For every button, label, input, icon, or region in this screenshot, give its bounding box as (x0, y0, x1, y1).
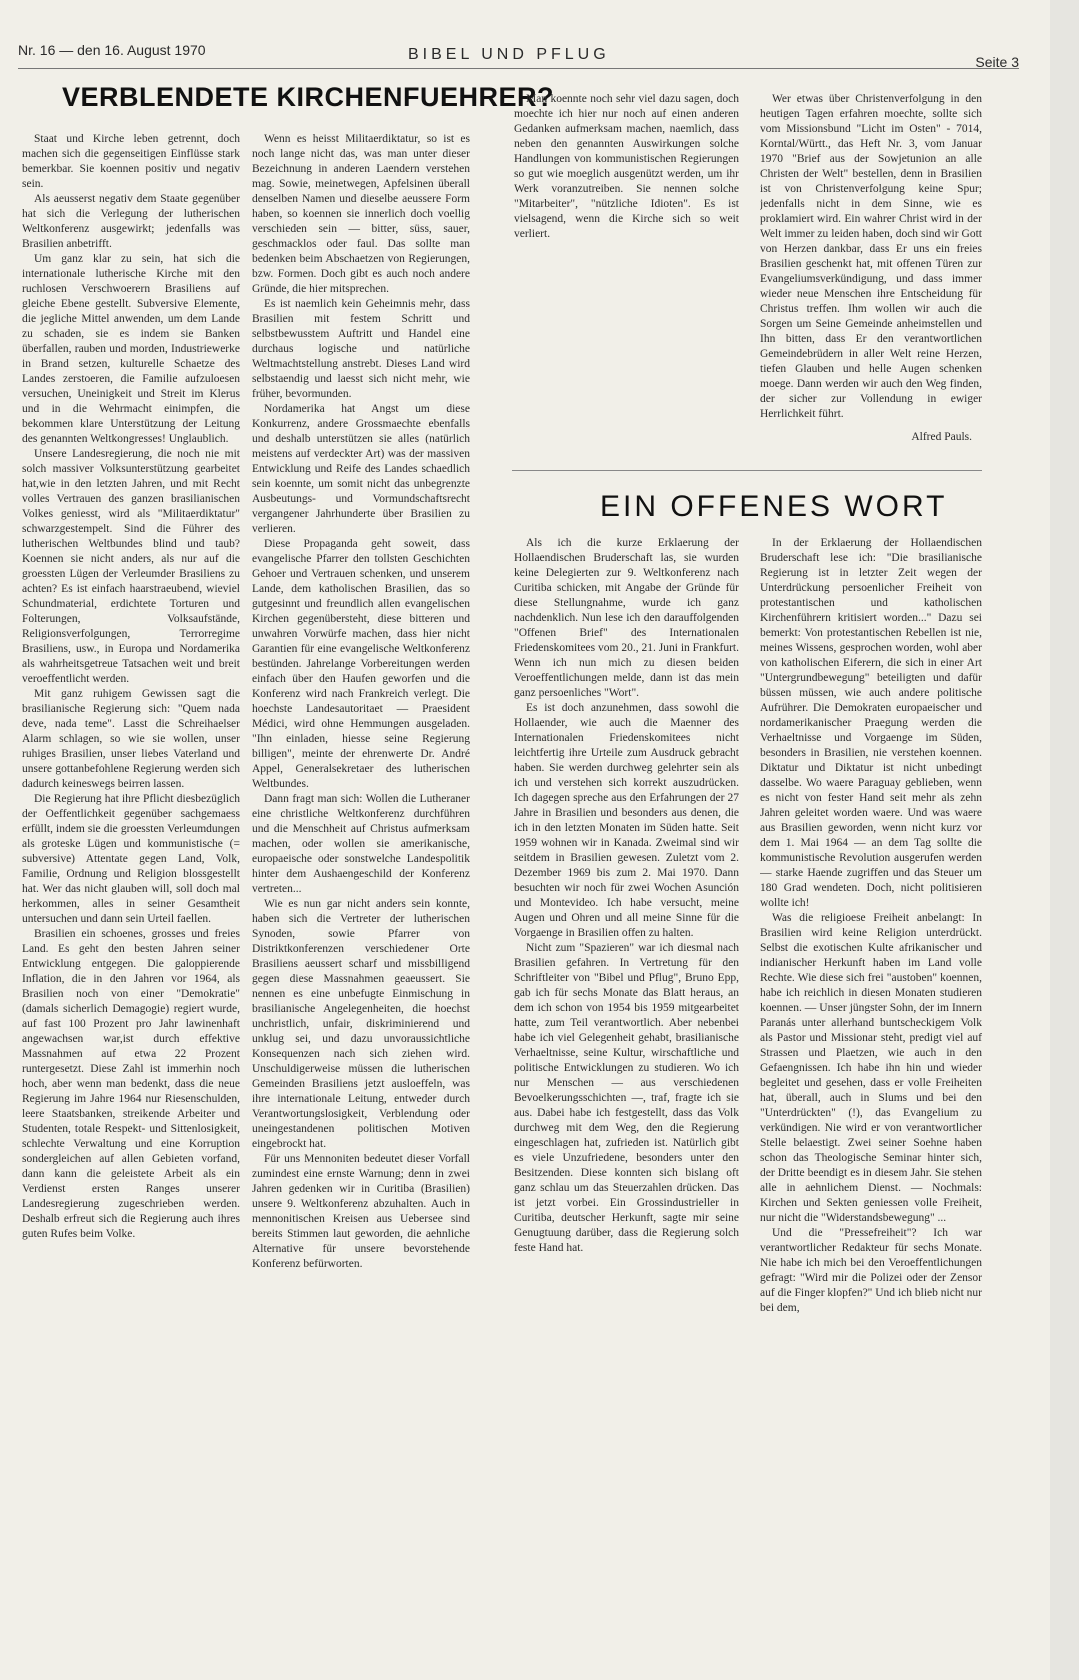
article2-paragraph: Als ich die kurze Erklaerung der Hollaendischen Bruderschaft las, sie wurden keine Delegierten zur 9. Weltkonferenz nach Curitiba schicken, mit Angabe der Gründe für diese Stellungnahme, wurde ich ganz nachdenklich. Nun lese ich den darauffolgenden "Offenen Brief" des Internationalen Friedenskomitees vom 20., 21. Juni in Frankfurt. Wenn ich nun mich zu diesen beiden Veroeffentlichungen melde, dann ist das mein ganz persoenliches "Wort". (514, 537, 739, 699)
article1-paragraph: Wie es nun gar nicht anders sein konnte, haben sich die Vertreter der lutherischen Synoden, sowie Pfarrer von Distriktkonferenzen verschiedener Orte Brasiliens aeussert scharf und missbilligend gegen diese Massnahmen geaeussert. Sie nennen es eine unbefugte Einmischung in brasilianische Angelegenheiten, die hoechst unchristlich, unfair, diskriminierend und unklug sei, und dazu unvoraussichtliche Konsequenzen nach sich ziehen wird. Unschuldigerweise müssen die lutherischen Gemeinden Brasiliens jetzt ausloeffeln, was ihre internationale Leitung, entweder durch Verantwortungslosigkeit, Verblendung oder uneingestandenen politischen Motiven eingebrockt hat. (252, 898, 470, 1150)
article2-paragraph: Und die "Pressefreiheit"? Ich war verantwortlicher Redakteur für sechs Monate. Nie habe ich mich bei den Veroeffentlichungen gefragt: "Wird mir die Polizei oder der Zensor auf die Finger klopfen?" Und ich blieb nicht nur bei dem, (760, 1227, 982, 1314)
article1-paragraph: Diese Propaganda geht soweit, dass evangelische Pfarrer den tollsten Geschichten Gehoer und Vertrauen schenken, und unserem Lande, dem katholischen Brasilien, das so gutgesinnt und freundlich allen evangelischen Kirchen gegenübersteht, diese bitteren und unwahren Vorwürfe machen, dass hier nicht Garantien für eine evangelische Weltkonferenz bestünden. Jahrelange Vorbereitungen werden einfach über den Haufen geworfen und die Konferenz wird nach Frankreich verlegt. Die hoechste Landesautoritaet — Praesident Médici, wird ohne Hemmungen ausgeladen. "Ihn einladen, hiesse seine Regierung billigen", meinte der ehrenwerte Dr. André Appel, Generalsekretaer des lutherischen Weltbundes. (252, 538, 470, 790)
issue-date: Nr. 16 — den 16. August 1970 (18, 42, 206, 58)
article1-paragraph: Dann fragt man sich: Wollen die Lutheraner eine christliche Weltkonferenz durchführen und die Menschheit auf Christus aufmerksam machen, oder wollen sie amerikanische, europaeische oder sonstwelche Landespolitik hinter dem Aushaengeschild der Konferenz vertreten... (252, 793, 470, 895)
article1-paragraph: Für uns Mennoniten bedeutet dieser Vorfall zumindest eine ernste Warnung; denn in zwei Jahren gedenken wir in Curitiba (Brasilien) unsere 9. Weltkonferenz abzuhalten. Auch in mennonitischen Kreisen aus Uebersee sind bereits Stimmen laut geworden, die aehnliche Alternative für unsere bevorstehende Konferenz befürworten. (252, 1153, 470, 1270)
article2-column-1 (514, 536, 739, 1646)
article1-paragraph: Nordamerika hat Angst um diese Konkurrenz, andere Grossmaechte ebenfalls und deshalb unterstützen sie alles (natürlich meistens auf verdeckter Art) was der massiven Entwicklung und Reife des Landes schaedlich sein koennte, um somit nicht das unbegrenzte Ausbeutungs- und Vormundschaftsrecht vergangener Jahrhunderte über Brasilien zu verlieren. (252, 403, 470, 535)
article2-paragraph: Es ist doch anzunehmen, dass sowohl die Hollaender, wie auch die Maenner des Internationalen Friedenskomitees nicht leichtfertig ihre Urteile zum Ausdruck gebracht haben. Sie werden durchweg gelehrter sein als ich und verstehen sich korrekt auszudrücken. Ich dagegen spreche aus den Erfahrungen der 27 Jahre in Brasilien und besonders aus denen, die ich in den letzten Monaten im Süden hatte. Seit 1959 wohnen wir in Kanada. Zweimal sind wir seitdem in Brasilien gewesen. Zuletzt vom 2. Dezember 1969 bis zum 2. Mai 1970. Dann besuchten wir noch für zwei Wochen Asunción und Montevideo. Ich habe versucht, meine Augen und Ohren und all meine Sinne für die Vorgaenge in Brasilien offen zu halten. (514, 702, 739, 939)
article1-paragraph: Es ist naemlich kein Geheimnis mehr, dass Brasilien mit festem Schritt und selbstbewusstem Auftritt und Handel eine durchaus logische und natürliche Weltmachtstellung anstrebt. Dieses Land wird selbstaendig und laesst sich nicht mehr, wie früher, bevormunden. (252, 298, 470, 400)
article1-paragraph: Brasilien ein schoenes, grosses und freies Land. Es geht den besten Jahren seiner Entwicklung entgegen. Die galoppierende Inflation, die in den Jahren vor 1964, als Brasilien noch von einer "Demokratie" (damals sicherlich Demagogie) regiert wurde, auf fast 100 Prozent pro Jahr lawinenhaft angewachsen war,ist durch effektive Massnahmen auf etwa 22 Prozent runtergesetzt. Diese Zahl ist immerhin noch hoch, aber wenn man bedenkt, dass die neue Regierung im Jahre 1964 nur Riesenschulden, leere Staatsbanken, streikende Arbeiter und Studenten, totale Respekt- und Sittenlosigkeit, schlechte Verwaltung und eine Korruption sondergleichen auf allen Gebieten vorfand, dann kann die geleistete Arbeit als ein Verdienst ersten Ranges unserer Landesregierung zugeschrieben werden. Deshalb erfreut sich die Regierung auch ihres guten Rufes beim Volke. (22, 928, 240, 1240)
article1-paragraph: Die Regierung hat ihre Pflicht diesbezüglich der Oeffentlichkeit gegenüber sachgemaess erfüllt, indem sie die groessten Verleumdungen als groteske Lügen und kommunistische (= subversive) Attentate gegen Land, Volk, Familie, Ordnung und Religion blossgestellt hat. Wer das nicht glauben will, soll doch mal herkommen, alles in seiner Gesamtheit untersuchen und dann sein Urteil faellen. (22, 793, 240, 925)
article1-column-4 (760, 92, 982, 457)
article2-title: EIN OFFENES WORT (600, 490, 948, 523)
article1-paragraph: Man koennte noch sehr viel dazu sagen, doch moechte ich hier nur noch auf einen anderen Gedanken aufmerksam machen, naemlich, dass neben den genannten Auswirkungen solche Handlungen von kommunistischen Regierungen so gut wie moeglich ausgenützt werden, um ihr Werk voranzutreiben. Sie nennen solche "Mitarbeiter", "nützliche Idioten". Es ist vielsagend, wenn die Kirche sich so weit verliert. (514, 93, 739, 240)
masthead: BIBEL UND PFLUG (408, 46, 610, 63)
article-divider (512, 470, 982, 471)
article2-paragraph: In der Erklaerung der Hollaendischen Bruderschaft lese ich: "Die brasilianische Regierung ist in letzter Zeit wegen der Unterdrückung persoenlicher Freiheit von protestantischen und katholischen Kirchenführern kritisiert worden..." Dazu sei bemerkt: Von protestantischen Rebellen ist nie, meines Wissens, gesprochen worden, wohl aber von katholischen Eiferern, die sich in einer Art "Untergrundbewegung" beteiligten und dafür büssen müssen, wie auch andere politische Aufrührer. Die Demokraten europaeischer und nordamerikanischer Praegung werden die Verhaeltnisse und Vorgaenge im Süden, besonders in Brasilien, nie verstehen koennen. Diktatur und Diktatur ist nicht unbedingt dasselbe. Wo waere Paraguay geblieben, wenn es nicht von fester Hand seit mehr als zehn Jahren geleitet worden waere. Und was waere aus Brasilien geworden, wenn nicht kurz vor dem 1. Mai 1964 — an dem Tag sollte die kommunistische Revolution ausgerufen werden — starke Haende zugriffen und das Steuer um 180 Grad wendeten. Doch, nicht politisieren wollte ich! (760, 537, 982, 909)
article1-author: Alfred Pauls. (911, 431, 972, 443)
article2-paragraph: Was die religioese Freiheit anbelangt: In Brasilien wird keine Religion unterdrückt. Selbst die exotischen Kulte afrikanischer und indianischer Herkunft haben im Land volle Rechte. Wie diese sich frei "austoben" koennen, habe ich reichlich in diesen Monaten studieren koennen. — Unser jüngster Sohn, der im Innern Paranás unter allerhand buntscheckigem Volk als Pastor und Missionar steht, predigt viel auf Strassen und Plaetzen, wie auch in den Gefaengnissen. Ich habe ihn hin und wieder begleitet und gesehen, dass er volle Freiheiten hat, überall, auch in Slums und bei den "Unterdrückten" (!), das Evangelium zu verkündigen. Nie wird er von verantwortlicher Stelle belaestigt. Zwei seiner Soehne haben schon das Theologische Seminar hinter sich, der Dritte beendigt es in diesem Jahr. Sie stehen alle in aehnlichem Dienst. — Nochmals: Kirchen und Sekten geniessen volle Freiheit, nur nicht die "Widerstandsbewegung" ... (760, 912, 982, 1224)
article2-paragraph: Nicht zum "Spazieren" war ich diesmal nach Brasilien gefahren. In Vertretung für den Schriftleiter von "Bibel und Pflug", Bruno Epp, gab ich für sechs Monate das Blatt heraus, an dem ich schon von 1954 bis 1959 mitgearbeitet hatte, zum Teil verantwortlich. Aber nebenbei habe ich viel Gelegenheit gehabt, brasilianische Verhaeltnisse, seine Kultur, wirschaftliche und politische Entwicklungen zu studieren. Wo ich nur Menschen — aus verschiedenen Bevoelkerungsschichten —, traf, fragte ich sie aus. Dabei habe ich festgestellt, dass das Volk durchweg mit dem Weg, den die Regierung eingeschlagen hat, zufrieden ist. Natürlich gibt es viele Unzufriedene, besonders unter den Besitzenden. Diese konnten sich bislang oft ganz schlau um das Steuerzahlen drücken. Das ist jetzt vorbei. Ein Grossindustrieller in Curitiba, deutscher Herkunft, sagte mir seine Genugtuung darüber, dass die Regierung solch feste Hand hat. (514, 942, 739, 1254)
article2-column-2 (760, 536, 982, 1646)
article1-column-2 (252, 132, 470, 1642)
article1-paragraph: Als aeusserst negativ dem Staate gegenüber hat sich die Verlegung der lutherischen Weltkonferenz ausgewirkt; jedenfalls was Brasilien anbetrifft. (22, 193, 240, 250)
page-header (18, 38, 1019, 69)
article1-paragraph: Staat und Kirche leben getrennt, doch machen sich die gegenseitigen Einflüsse stark bemerkbar. Sie koennen positiv und negativ sein. (22, 133, 240, 190)
article1-paragraph: Wer etwas über Christenverfolgung in den heutigen Tagen erfahren moechte, sollte sich vom Missionsbund "Licht im Osten" - 7014, Korntal/Württ., das Heft Nr. 3, vom Januar 1970 "Brief aus der Sowjetunion an alle Christen der Welt" bestellen, denn in Brasilien ist von Christenverfolgung keine Spur; jedenfalls nicht in dem Sinne, wie es proklamiert wird. Ein wahrer Christ wird in der Welt immer zu leiden haben, doch sind wir Gott von Herzen dankbar, dass Er uns ein freies Brasilien geschenkt hat, mit offenen Türen zur Evangeliumsverkündigung, und dass immer wieder neue Menschen ihre Entscheidung für Christus treffen. Ihm wollen wir auch die Sorgen um Seine Gemeinde anheimstellen und Ihn bitten, dass Er den verantwortlichen Gemeindebrüdern in aller Welt reine Herzen, tiefen Glauben und helle Augen schenken moege. Dann werden wir auch den Weg finden, der sicher zur Vollendung in ewiger Herrlichkeit führt. (760, 93, 982, 420)
article1-paragraph: Mit ganz ruhigem Gewissen sagt die brasilianische Regierung sich: "Quem nada deve, nada teme". Lasst die Schreihaelser Alarm schlagen, so wie sie wollen, unser ruhiges Brasilien, unser liebes Vaterland und unsere gottanbefohlene Regierung werden sich dadurch keineswegs beirren lassen. (22, 688, 240, 790)
article1-paragraph: Unsere Landesregierung, die noch nie mit solch massiver Volksunterstützung gearbeitet hat,wie in den letzten Jahren, und mit Recht volles Vertrauen des ganzen brasilianischen Volkes geniesst, wird als "Militaerdiktatur" schwarzgestempelt. Sind die Führer des lutherischen Weltbundes blind und taub? Koennen sie nicht anders, als nur auf die groessten Lügen der Verleumder Brasiliens zu achten? Es ist einfach haarstraeubend, wieviel Schundmaterial, erdichtete Torturen und Folterungen, Volksaufstände, Religionsverfolgungen, Terrorregime Brasiliens, usw., in Europa und Nordamerika als wahrheitsgetreue Tatsachen weit und breit veroeffentlicht werden. (22, 448, 240, 685)
article1-paragraph: Wenn es heisst Militaerdiktatur, so ist es noch lange nicht das, was man unter dieser Bezeichnung in anderen Laendern verstehen mag. Sowie, meinetwegen, Apfelsinen überall denselben Namen und dieselbe aeussere Form haben, so koennen sie innerlich doch voellig verschieden sein — bitter, süss, sauer, geschmacklos oder faul. Das sollte man bedenken beim Abschaetzen von Regierungen, bzw. Formen. Doch gibt es auch noch andere Gründe, die hier mitsprechen. (252, 133, 470, 295)
article1-paragraph: Um ganz klar zu sein, hat sich die internationale lutherische Kirche mit den ruchlosen Verschwoerern Brasiliens auf gleiche Ebene gestellt. Subversive Elemente, die jegliche Mittel anwenden, um dem Lande zu schaden, sie es indem sie Banken überfallen, rauben und morden, Industriewerke in Brand setzen, kulturelle Schaetze des Landes zerstoeren, die Familie aufzuloesen versuchen, Uneinigkeit und Streit im Klerus und in die Wehrmacht einimpfen, die bekommen klare Unterstützung der Leitung des genannten Weltkongresses! Unglaublich. (22, 253, 240, 445)
page-edge (1050, 0, 1079, 1680)
article1-title: VERBLENDETE KIRCHENFUEHRER? (62, 82, 555, 112)
article1-column-3 (514, 92, 739, 457)
page-number: Seite 3 (975, 54, 1019, 70)
article1-column-1 (22, 132, 240, 1642)
